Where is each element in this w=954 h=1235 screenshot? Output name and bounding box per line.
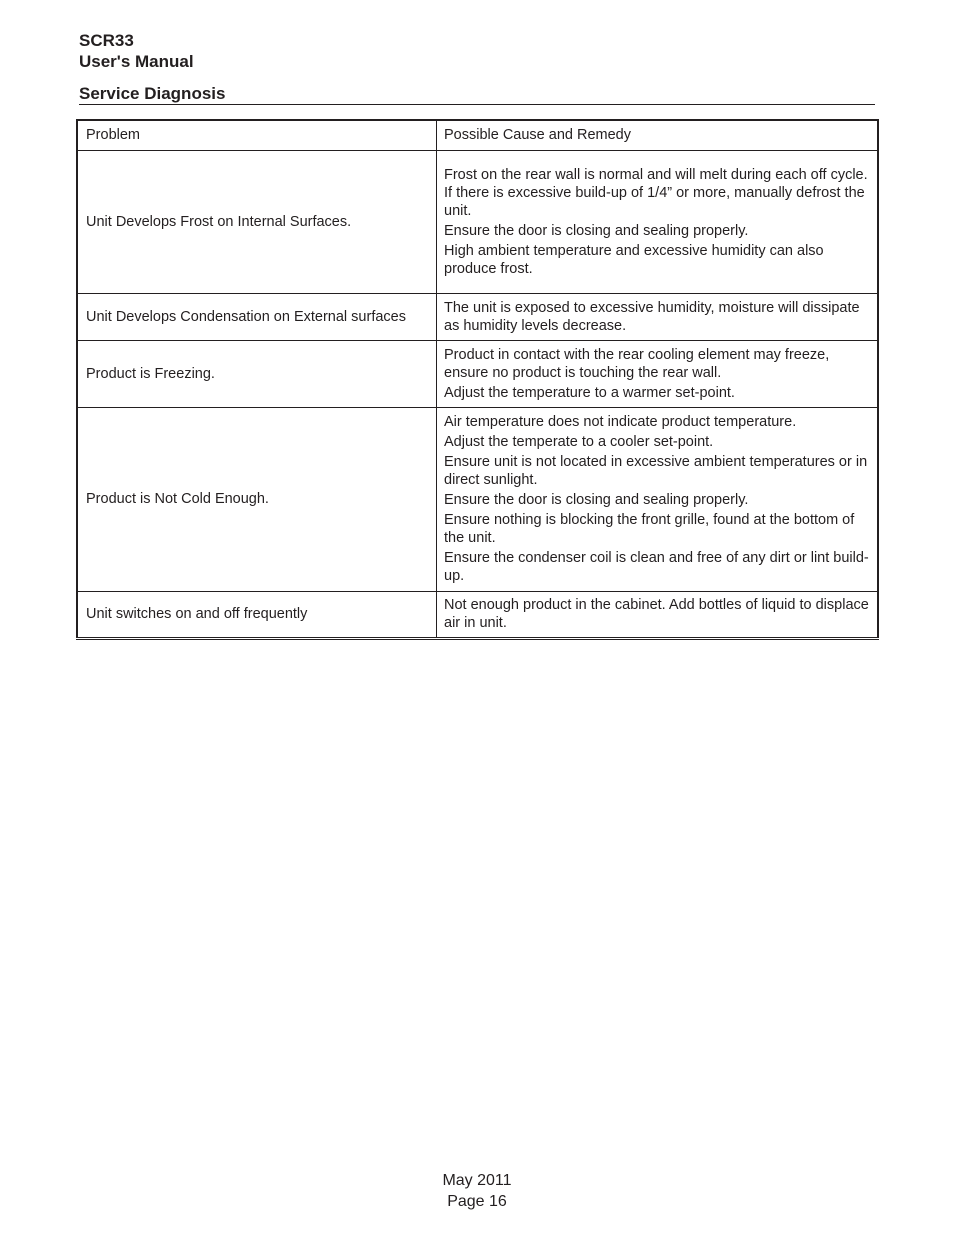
problem-cell: Unit switches on and off frequently <box>77 591 437 638</box>
manual-title: User's Manual <box>79 52 194 71</box>
remedy-cell <box>437 293 879 340</box>
table-row <box>77 407 878 591</box>
remedy-line: Ensure the door is closing and sealing properly. <box>444 492 749 508</box>
header-remedy: Possible Cause and Remedy <box>437 120 879 150</box>
page-number: Page 16 <box>447 1193 507 1210</box>
remedy-line: Air temperature does not indicate product temperature. <box>444 414 797 430</box>
remedy-cell <box>437 591 879 638</box>
remedy-line: Ensure the door is closing and sealing properly. <box>444 222 749 239</box>
document-header <box>79 30 194 72</box>
remedy-line: High ambient temperature and excessive humidity can also produce frost. <box>444 242 824 277</box>
header-problem: Problem <box>77 120 437 150</box>
remedy-line: Not enough product in the cabinet. Add bottles of liquid to displace air in unit. <box>444 597 869 631</box>
footer-date: May 2011 <box>442 1172 512 1189</box>
remedy-line: Ensure unit is not located in excessive ambient temperatures or in direct sunlight. <box>444 454 868 488</box>
model-number: SCR33 <box>79 31 134 50</box>
section-title: Service Diagnosis <box>79 83 875 105</box>
service-diagnosis-table <box>76 119 879 640</box>
remedy-line: The unit is exposed to excessive humidity, moisture will dissipate as humidity levels decrease. <box>444 299 860 334</box>
remedy-line: Product in contact with the rear cooling element may freeze, ensure no product is touching the rear wall. <box>444 346 830 381</box>
table-header-row <box>77 120 878 150</box>
remedy-line: Frost on the rear wall is normal and will melt during each off cycle. If there is excessive build-up of 1/4” or more, manually defrost the unit. <box>444 166 868 219</box>
remedy-line: Adjust the temperate to a cooler set-point. <box>444 434 714 450</box>
remedy-cell <box>437 340 879 407</box>
table-row <box>77 591 878 638</box>
problem-cell: Unit Develops Frost on Internal Surfaces. <box>77 150 437 293</box>
problem-cell: Product is Freezing. <box>77 340 437 407</box>
table-row <box>77 340 878 407</box>
table-row <box>77 293 878 340</box>
remedy-line: Ensure nothing is blocking the front grille, found at the bottom of the unit. <box>444 512 855 546</box>
table-row <box>77 150 878 293</box>
page-footer <box>0 1170 954 1212</box>
problem-cell: Unit Develops Condensation on External surfaces <box>77 293 437 340</box>
remedy-line: Adjust the temperature to a warmer set-point. <box>444 384 735 401</box>
remedy-cell <box>437 150 879 293</box>
remedy-cell <box>437 407 879 591</box>
remedy-line: Ensure the condenser coil is clean and free of any dirt or lint build-up. <box>444 550 869 584</box>
problem-cell: Product is Not Cold Enough. <box>77 407 437 591</box>
